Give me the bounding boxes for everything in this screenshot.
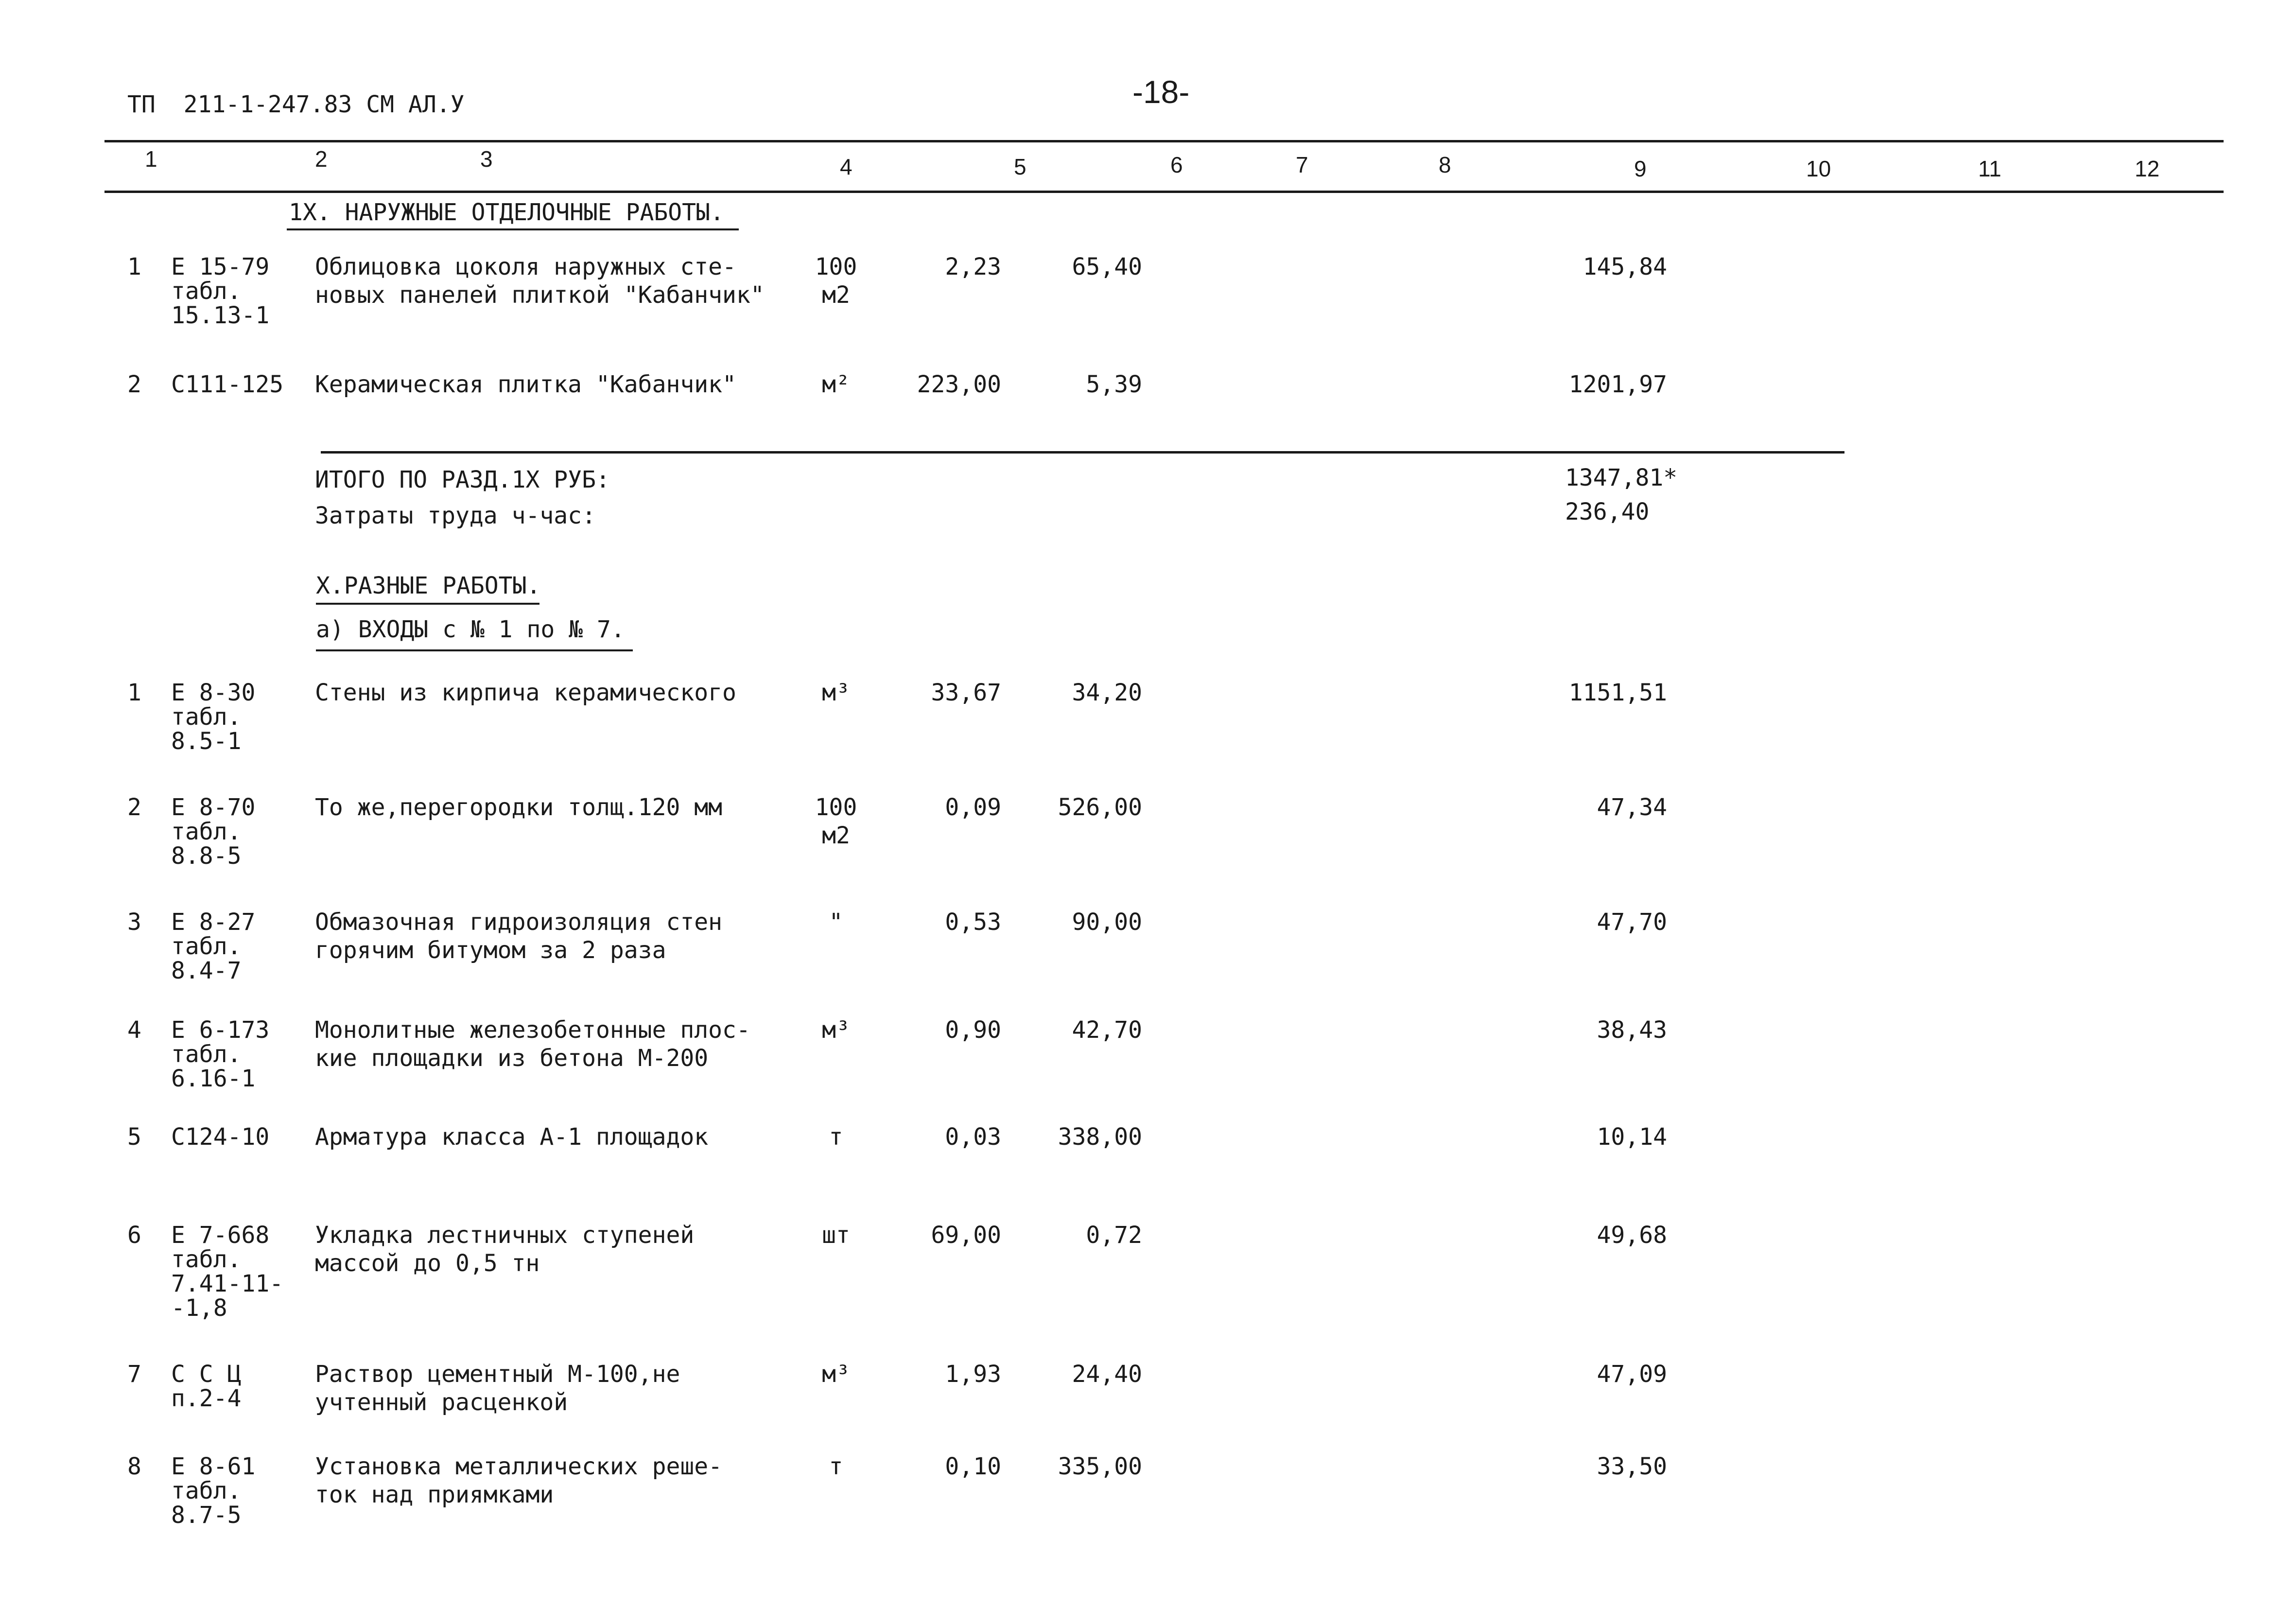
- col-10: 10: [1806, 156, 1831, 181]
- section-10-subtitle-underline: [316, 649, 633, 651]
- row-number: 1: [127, 679, 141, 706]
- unit: 100: [815, 794, 857, 821]
- header-rule-bottom: [104, 191, 2224, 193]
- unit: м³: [822, 1361, 850, 1388]
- work-description: Укладка лестничных ступеней: [315, 1222, 695, 1249]
- rate-code: Е 8-61: [171, 1453, 256, 1480]
- total-cost: 1151,51: [1568, 679, 1667, 706]
- col-9: 9: [1634, 156, 1647, 181]
- row-number: 4: [127, 1016, 141, 1044]
- unit-price: 338,00: [1058, 1123, 1142, 1151]
- quantity: 1,93: [945, 1361, 1001, 1388]
- col-3: 3: [480, 146, 493, 172]
- row-number: 2: [127, 794, 141, 821]
- rate-code: табл.: [171, 1477, 242, 1504]
- unit: м2: [822, 822, 850, 849]
- unit-price: 34,20: [1072, 679, 1142, 706]
- row-number: 2: [127, 371, 141, 398]
- rate-code: Е 8-27: [171, 909, 256, 936]
- total-cost: 47,70: [1597, 909, 1667, 936]
- unit: т: [829, 1453, 843, 1480]
- work-description: То же,перегородки толщ.120 мм: [315, 794, 723, 821]
- work-description: Установка металлических решe-: [315, 1453, 723, 1480]
- rate-code: Е 8-70: [171, 794, 256, 821]
- unit: 100: [815, 253, 857, 280]
- unit-price: 24,40: [1072, 1361, 1142, 1388]
- work-description: горячим битумом за 2 раза: [315, 937, 666, 964]
- rate-code: С С Ц: [171, 1361, 242, 1388]
- work-description: массой до 0,5 тн: [315, 1250, 540, 1277]
- section-10-title-underline: [316, 603, 539, 605]
- work-description: Монолитные железобетонные плос-: [315, 1016, 750, 1044]
- work-description: Обмазочная гидроизоляция стен: [315, 909, 723, 936]
- total-cost: 10,14: [1597, 1123, 1667, 1151]
- total-cost: 1201,97: [1568, 371, 1667, 398]
- rate-code: табл.: [171, 1246, 242, 1273]
- unit-price: 0,72: [1086, 1222, 1142, 1249]
- col-5: 5: [1014, 154, 1026, 179]
- work-description: учтенный расценкой: [315, 1389, 568, 1416]
- total-cost: 49,68: [1597, 1222, 1667, 1249]
- quantity: 0,90: [945, 1016, 1001, 1044]
- rate-code: 8.7-5: [171, 1502, 242, 1529]
- section-9-total-rule: [321, 451, 1844, 454]
- section-9-total-label: ИТОГО ПО РАЗД.1Х РУБ:: [315, 466, 610, 493]
- rate-code: Е 6-173: [171, 1016, 270, 1044]
- rate-code: табл.: [171, 933, 242, 960]
- rate-code: п.2-4: [171, 1385, 242, 1412]
- work-description: кие площадки из бетона М-200: [315, 1045, 709, 1072]
- rate-code: 8.8-5: [171, 842, 242, 870]
- work-description: ток над приямками: [315, 1481, 554, 1508]
- section-9-labor-value: 236,40: [1565, 498, 1650, 525]
- work-description: новых панелей плиткой "Кабанчик": [315, 281, 765, 309]
- total-cost: 47,09: [1597, 1361, 1667, 1388]
- col-8: 8: [1439, 152, 1451, 177]
- rate-code: табл.: [171, 278, 242, 305]
- quantity: 0,09: [945, 794, 1001, 821]
- quantity: 0,03: [945, 1123, 1001, 1151]
- row-number: 6: [127, 1222, 141, 1249]
- document-code: ТП 211-1-247.83 СМ АЛ.У: [127, 91, 465, 118]
- row-number: 1: [127, 253, 141, 280]
- quantity: 223,00: [917, 371, 1001, 398]
- rate-code: Е 15-79: [171, 253, 270, 280]
- unit-price: 42,70: [1072, 1016, 1142, 1044]
- unit: м³: [822, 679, 850, 706]
- quantity: 0,10: [945, 1453, 1001, 1480]
- header-rule-top: [104, 140, 2224, 142]
- work-description: Раствор цементный М-100,не: [315, 1361, 680, 1388]
- section-9-labor-label: Затраты труда ч-час:: [315, 502, 596, 529]
- work-description: Арматура класса А-1 площадок: [315, 1123, 709, 1151]
- col-2: 2: [315, 146, 328, 172]
- section-10-subtitle: а) ВХОДЫ с № 1 по № 7.: [316, 616, 625, 643]
- unit: ": [829, 909, 843, 936]
- quantity: 2,23: [945, 253, 1001, 280]
- page-number: -18-: [1132, 74, 1190, 110]
- unit-price: 5,39: [1086, 371, 1142, 398]
- quantity: 0,53: [945, 909, 1001, 936]
- rate-code: Е 8-30: [171, 679, 256, 706]
- rate-code: 15.13-1: [171, 302, 270, 329]
- work-description: Облицовка цоколя наружных сте-: [315, 253, 736, 280]
- section-9-total-value: 1347,81*: [1565, 464, 1678, 491]
- rate-code: -1,8: [171, 1294, 227, 1322]
- section-10-title: Х.РАЗНЫЕ РАБОТЫ.: [316, 572, 541, 599]
- unit-price: 526,00: [1058, 794, 1142, 821]
- section-9-title: 1Х. НАРУЖНЫЕ ОТДЕЛОЧНЫЕ РАБОТЫ.: [289, 199, 724, 226]
- col-7: 7: [1296, 152, 1308, 177]
- section-9-title-underline: [287, 228, 739, 230]
- unit: шт: [822, 1222, 850, 1249]
- total-cost: 33,50: [1597, 1453, 1667, 1480]
- col-12: 12: [2135, 156, 2160, 181]
- col-4: 4: [840, 154, 852, 179]
- rate-code: 8.4-7: [171, 957, 242, 984]
- rate-code: Е 7-668: [171, 1222, 270, 1249]
- unit: м²: [822, 371, 850, 398]
- rate-code: 8.5-1: [171, 728, 242, 755]
- row-number: 5: [127, 1123, 141, 1151]
- quantity: 69,00: [931, 1222, 1001, 1249]
- unit-price: 335,00: [1058, 1453, 1142, 1480]
- total-cost: 145,84: [1583, 253, 1667, 280]
- row-number: 7: [127, 1361, 141, 1388]
- rate-code: 7.41-11-: [171, 1270, 284, 1297]
- work-description: Стены из кирпича керамического: [315, 679, 736, 706]
- unit: м³: [822, 1016, 850, 1044]
- unit: м2: [822, 281, 850, 309]
- col-11: 11: [1978, 156, 2001, 181]
- rate-code: 6.16-1: [171, 1065, 256, 1092]
- unit-price: 90,00: [1072, 909, 1142, 936]
- rate-code: С111-125: [171, 371, 284, 398]
- col-6: 6: [1170, 152, 1183, 177]
- rate-code: С124-10: [171, 1123, 270, 1151]
- row-number: 3: [127, 909, 141, 936]
- rate-code: табл.: [171, 1041, 242, 1068]
- rate-code: табл.: [171, 818, 242, 845]
- total-cost: 38,43: [1597, 1016, 1667, 1044]
- row-number: 8: [127, 1453, 141, 1480]
- work-description: Керамическая плитка "Кабанчик": [315, 371, 736, 398]
- quantity: 33,67: [931, 679, 1001, 706]
- unit-price: 65,40: [1072, 253, 1142, 280]
- rate-code: табл.: [171, 703, 242, 731]
- col-1: 1: [145, 146, 157, 172]
- unit: т: [829, 1123, 843, 1151]
- total-cost: 47,34: [1597, 794, 1667, 821]
